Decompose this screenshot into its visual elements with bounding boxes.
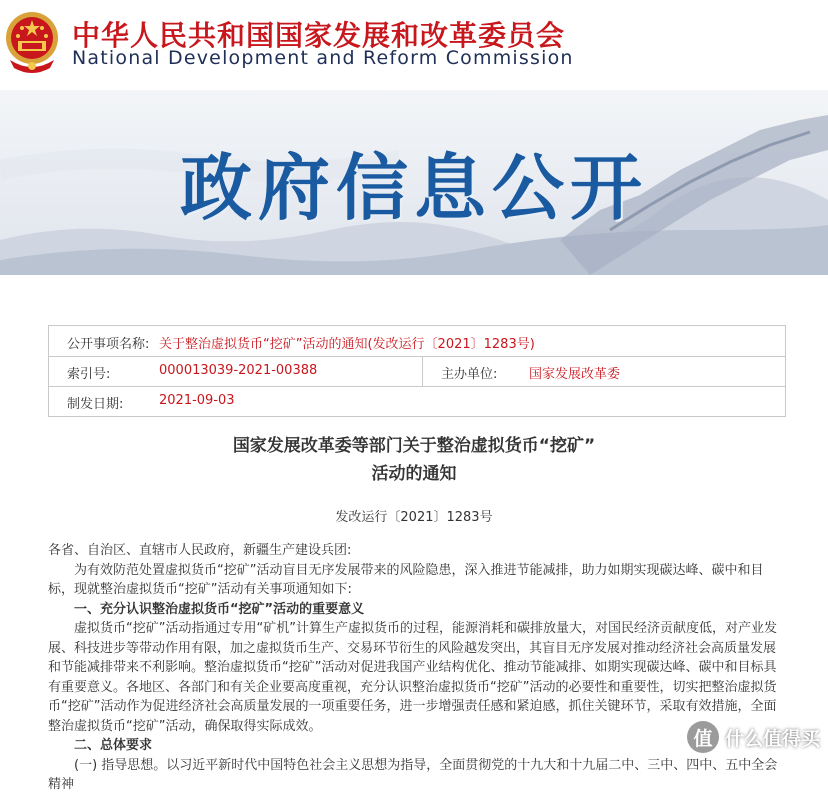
- date-value: 2021-09-03: [159, 393, 235, 408]
- watermark-text: 什么值得买: [724, 727, 820, 750]
- org-name-en: National Development and Reform Commission: [72, 47, 574, 69]
- site-header: [0, 0, 828, 90]
- topic-label: 公开事项名称:: [67, 337, 150, 352]
- section-heading-2: 二、总体要求: [74, 738, 153, 753]
- section-paragraph-2: (一) 指导思想。以习近平新时代中国特色社会主义思想为指导，全面贯彻党的十九大和十九届二中、三中、四中、五中全会精神: [48, 757, 778, 792]
- index-label: 索引号:: [67, 367, 111, 382]
- document-number: 发改运行〔2021〕1283号: [335, 510, 493, 525]
- watermark-badge-icon: 值: [687, 721, 719, 753]
- index-value: 000013039-2021-00388: [159, 363, 318, 378]
- banner: [0, 90, 828, 275]
- document-title-line1: 国家发展改革委等部门关于整治虚拟货币“挖矿”: [232, 436, 596, 456]
- salutation: 各省、自治区、直辖市人民政府，新疆生产建设兵团:: [48, 543, 352, 558]
- banner-title: 政府信息公开: [179, 146, 648, 230]
- cell-divider: [422, 356, 423, 386]
- info-table: [48, 325, 786, 417]
- document-body: [48, 541, 788, 795]
- info-row-topic: [49, 326, 785, 357]
- watermark: [687, 720, 820, 754]
- info-row-index: [49, 356, 785, 387]
- topic-value: 关于整治虚拟货币“挖矿”活动的通知(发改运行〔2021〕1283号): [159, 337, 535, 352]
- section-paragraph-1: 虚拟货币“挖矿”活动指通过专用“矿机”计算生产虚拟货币的过程，能源消耗和碳排放量大，对国民经济贡献度低，对产业发展、科技进步等带动作用有限，加之虚拟货币生产、交易环节衍生的风险越发突出，其盲目无序发展对推动经济社会高质量发展和节能减排带来不利影响。整治虚拟货币“挖矿”活动对促进我国产业结构优化、推动节能减排、如期实现碳达峰、碳中和目标具有重要意义。各地区、各部门和有关企业要高度重视，充分认识整治虚拟货币“挖矿”活动的必要性和重要性，切实把整治虚拟货币“挖矿”活动作为促进经济社会高质量发展的一项重要任务，进一步增强责任感和紧迫感，抓住关键环节，采取有效措施，全面整治虚拟货币“挖矿”活动，确保取得实际成效。: [48, 621, 777, 734]
- issuer-label: 主办单位:: [441, 367, 498, 382]
- org-name-cn: 中华人民共和国国家发展和改革委员会: [72, 19, 566, 52]
- document-title: [0, 432, 828, 488]
- section-heading-1: 一、充分认识整治虚拟货币“挖矿”活动的重要意义: [74, 601, 365, 617]
- document-title-line2: 活动的通知: [371, 464, 457, 484]
- intro-paragraph: 为有效防范处置虚拟货币“挖矿”活动盲目无序发展带来的风险隐患，深入推进节能减排，助力如期实现碳达峰、碳中和目标，现就整治虚拟货币“挖矿”活动有关事项通知如下:: [48, 562, 764, 597]
- info-row-date: [49, 386, 785, 416]
- national-emblem-icon: [4, 8, 60, 78]
- issuer-value: 国家发展改革委: [529, 367, 621, 382]
- date-label: 制发日期:: [67, 397, 124, 412]
- spacer: [0, 275, 828, 325]
